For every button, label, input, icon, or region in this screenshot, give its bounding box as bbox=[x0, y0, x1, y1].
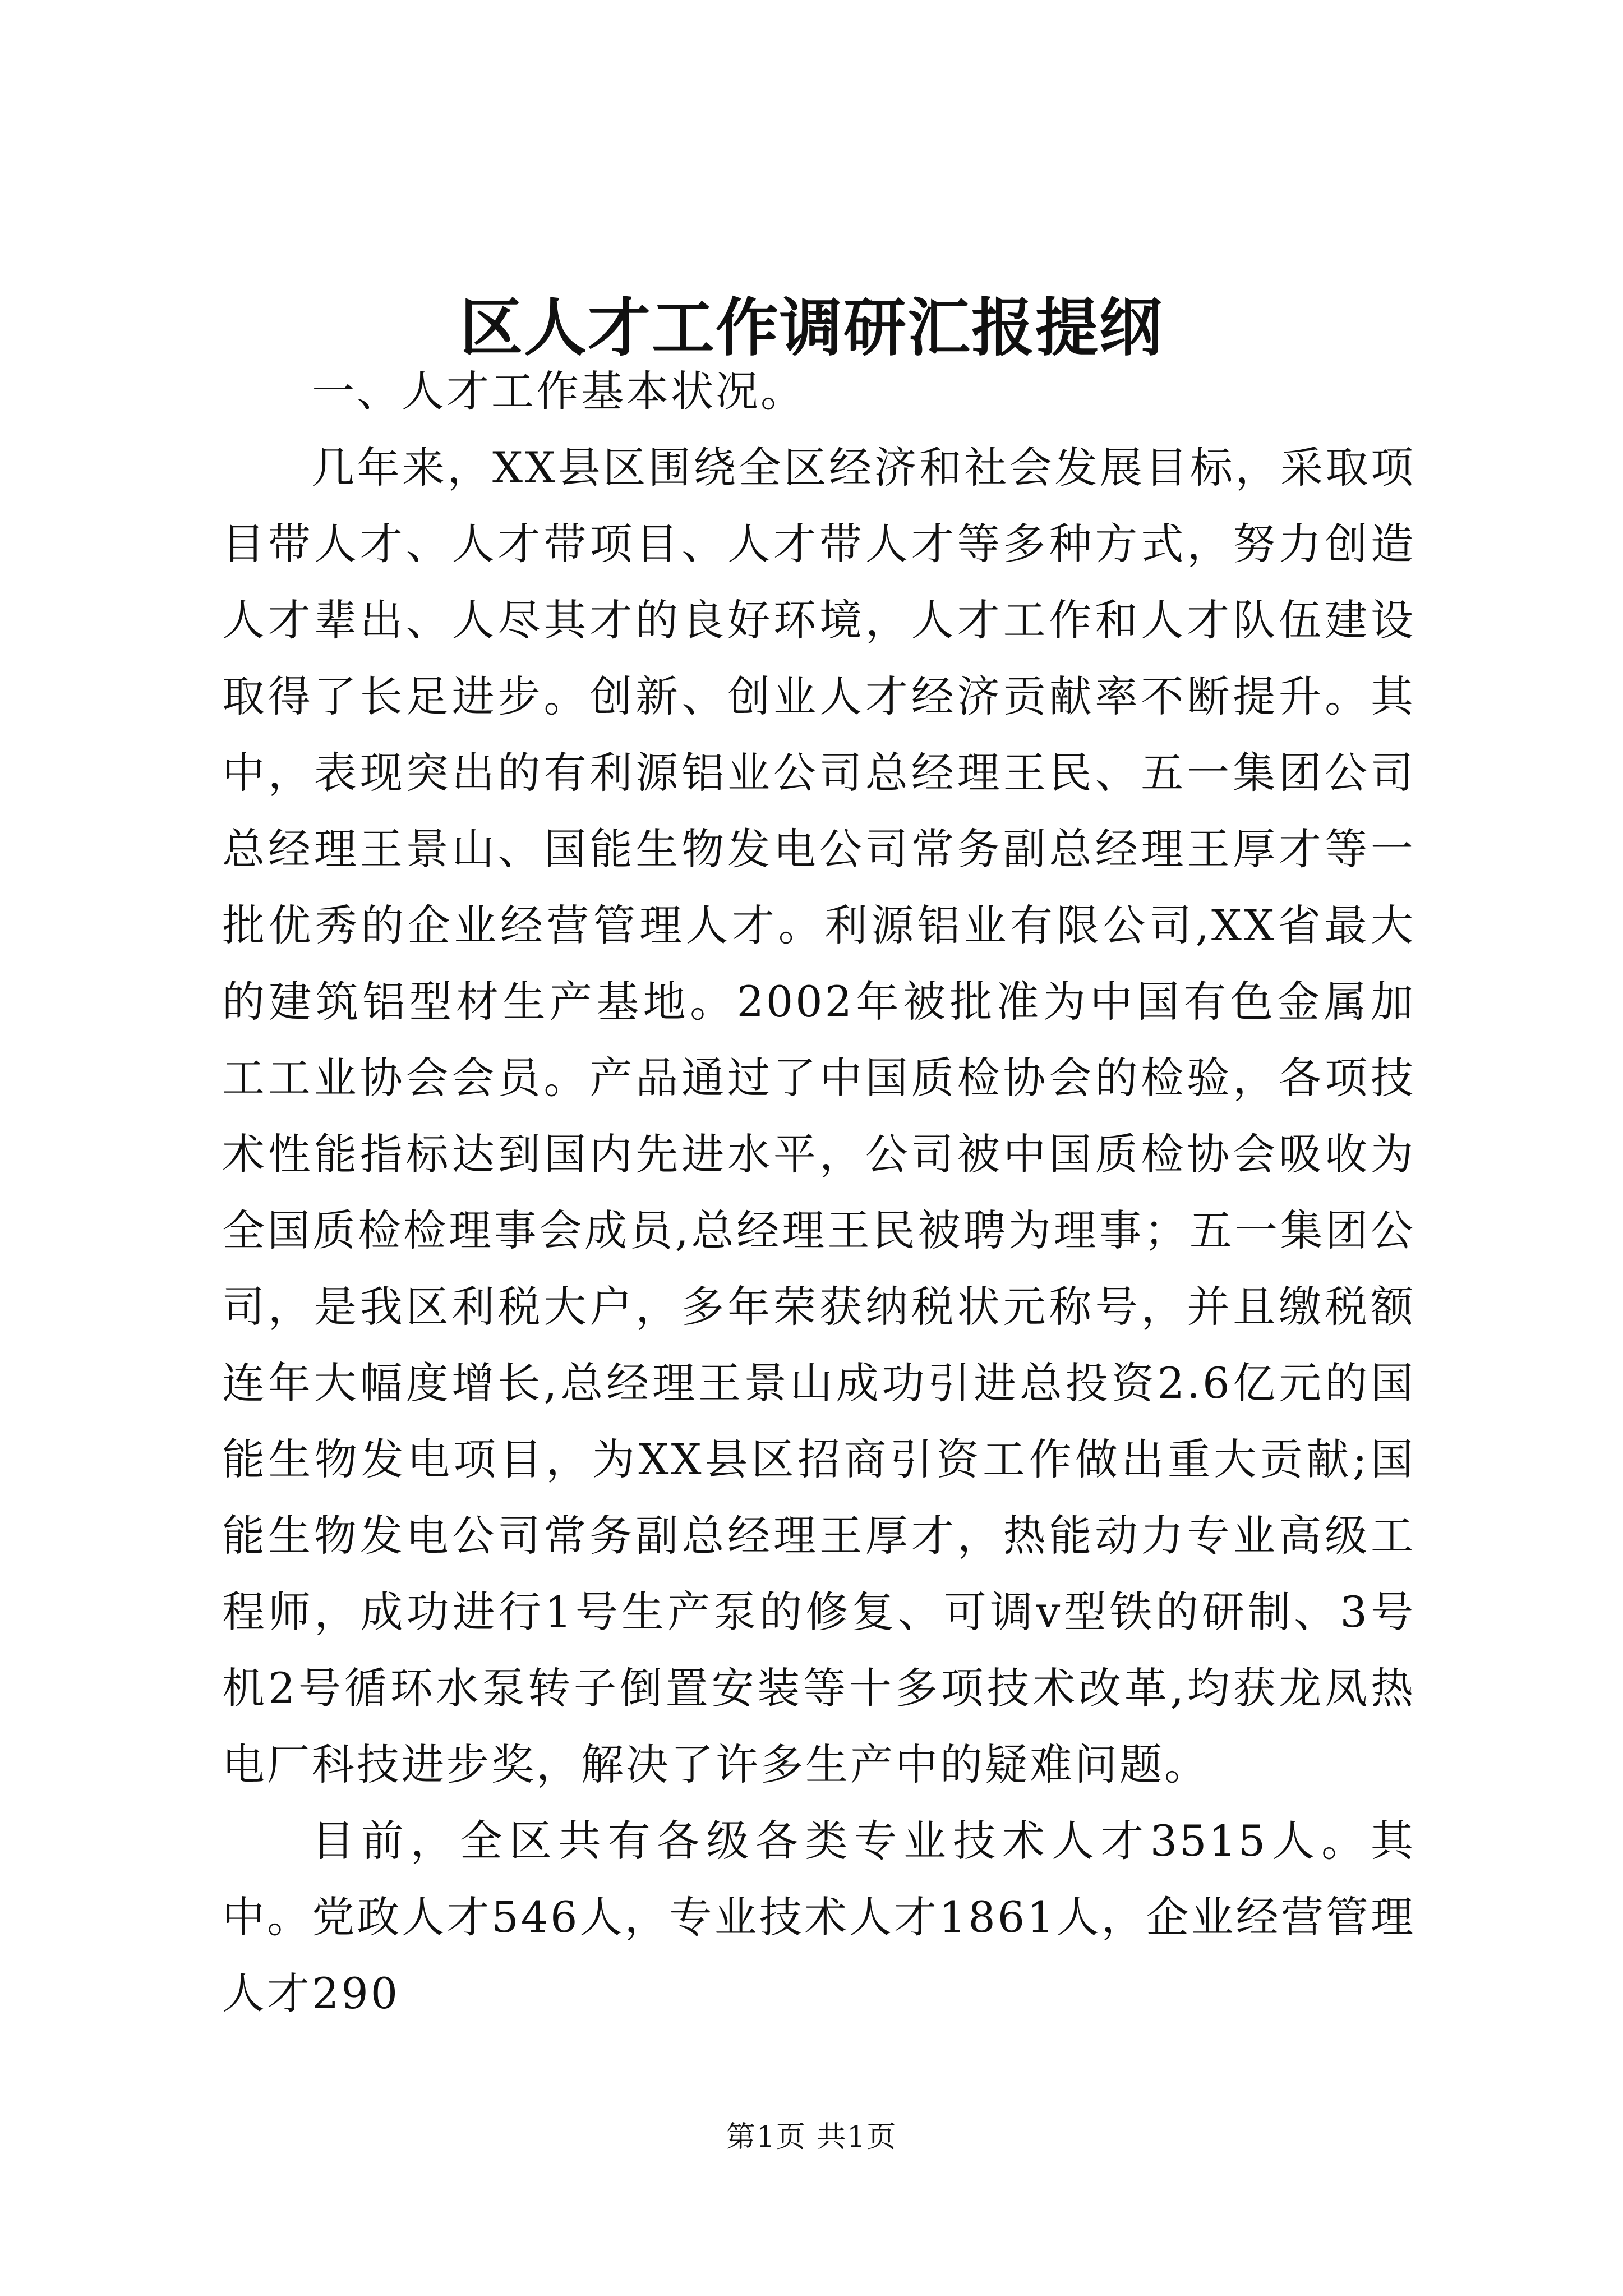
body-paragraph: 目前，全区共有各级各类专业技术人才3515人。其中。党政人才546人，专业技术人才1861人，企业经营管理人才290 bbox=[222, 1816, 1415, 2018]
body-paragraph: 几年来，XX县区围绕全区经济和社会发展目标，采取项目带人才、人才带项目、人才带人才等多种方式，努力创造人才辈出、人尽其才的良好环境，人才工作和人才队伍建设取得了长足进步。创新、创业人才经济贡献率不断提升。其中，表现突出的有利源铝业公司总经理王民、五一集团公司总经理王景山、国能生物发电公司常务副总经理王厚才等一批优秀的企业经营管理人才。利源铝业有限公司,XX省最大的建筑铝型材生产基地。2002年被批准为中国有色金属加工工业协会会员。产品通过了中国质检协会的检验，各项技术性能指标达到国内先进水平，公司被中国质检协会吸收为全国质检检理事会成员,总经理王民被聘为理事；五一集团公司，是我区利税大户，多年荣获纳税状元称号，并且缴税额连年大幅度增长,总经理王景山成功引进总投资2.6亿元的国能生物发电项目，为XX县区招商引资工作做出重大贡献;国能生物发电公司常务副总经理王厚才，热能动力专业高级工程师，成功进行1号生产泵的修复、可调v型铁的研制、3号机2号循环水泵转子倒置安装等十多项技术改革,均获龙凤热电厂科技进步奖，解决了许多生产中的疑难问题。 bbox=[222, 443, 1415, 1789]
section-heading: 一、人才工作基本状况。 bbox=[312, 366, 805, 416]
document-body bbox=[222, 353, 1415, 2032]
document-title: 区人才工作调研汇报提纲 bbox=[460, 291, 1163, 365]
page-footer: 第1页 共1页 bbox=[726, 2120, 897, 2154]
